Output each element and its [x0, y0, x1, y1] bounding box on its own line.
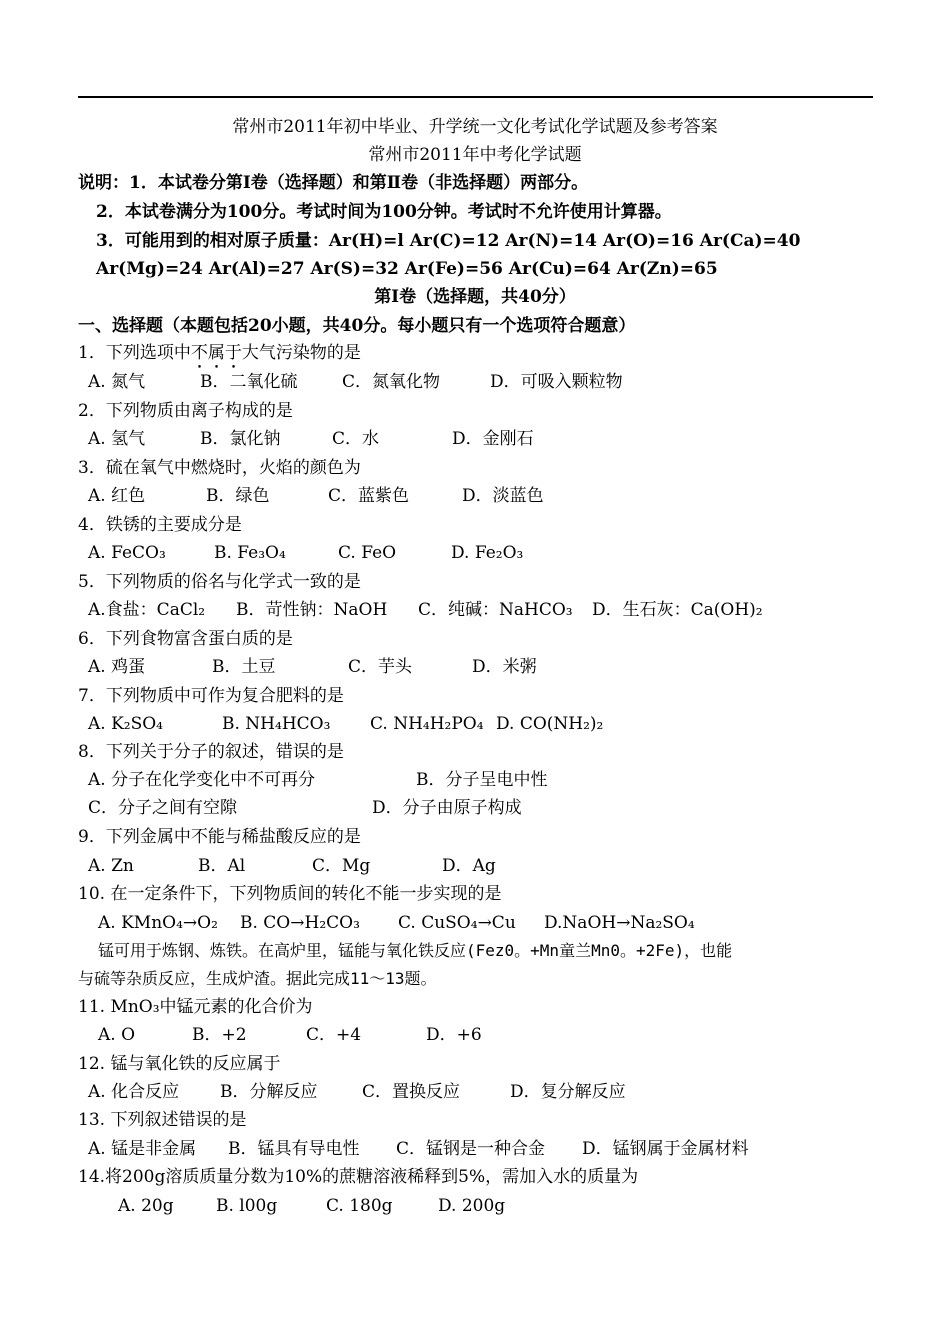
option-d: D．分子由原子构成 [372, 798, 522, 818]
question-stem: 12. 锰与氧化铁的反应属于 [78, 1054, 281, 1074]
option-a: A. K₂SO₄ [88, 714, 163, 734]
option-d: D．可吸入颗粒物 [490, 372, 623, 392]
option-b: B. CO→H₂CO₃ [240, 913, 360, 933]
question-stem-text: 大气污染物的是 [241, 343, 361, 363]
option-d: D．锰钢属于金属材料 [582, 1139, 749, 1159]
question-stem: 10. 在一定条件下，下列物质间的转化不能一步实现的是 [78, 884, 502, 904]
top-rule [78, 96, 873, 98]
instructions-item-3: 3．可能用到的相对原子质量：Ar(H)=l Ar(C)=12 Ar(N)=14 Ar(O)=16 Ar(Ca)=40 [96, 231, 801, 251]
option-d: D. Fe₂O₃ [451, 543, 524, 563]
option-b: B．分解反应 [220, 1082, 318, 1102]
option-row [0, 1081, 950, 1103]
option-row [0, 912, 950, 934]
option-b: B. l00g [216, 1196, 278, 1216]
option-b: B. Fe₃O₄ [214, 543, 286, 563]
emphasis-text: 不属于 [190, 343, 242, 363]
option-c: C．水 [332, 429, 380, 449]
option-c: C．分子之间有空隙 [88, 798, 238, 818]
option-b: B．苛性钠：NaOH [236, 600, 388, 620]
option-row [0, 485, 950, 507]
option-c: C．Mg [312, 856, 371, 876]
question-stem [78, 342, 361, 373]
passage-line-2: 与硫等杂质反应，生成炉渣。据此完成11～13题。 [78, 969, 437, 988]
option-c: C. 180g [326, 1196, 393, 1216]
question-stem: 14.将200g溶质质量分数为10%的蔗糖溶液稀释到5%，需加入水的质量为 [78, 1167, 639, 1187]
question-stem: 11. MnO₃中锰元素的化合价为 [78, 997, 313, 1017]
instructions-label: 说明： [78, 173, 129, 193]
option-a: A. 分子在化学变化中不可再分 [88, 770, 316, 790]
instructions-line-1 [78, 172, 588, 194]
question-stem: 2．下列物质由离子构成的是 [78, 401, 293, 421]
option-b: B. NH₄HCO₃ [222, 714, 331, 734]
part1-title: 第Ⅰ卷（选择题，共40分） [374, 287, 576, 307]
option-d: D．复分解反应 [510, 1082, 626, 1102]
option-c: C. CuSO₄→Cu [398, 913, 516, 933]
question-stem: 9．下列金属中不能与稀盐酸反应的是 [78, 827, 361, 847]
question-stem: 13. 下列叙述错误的是 [78, 1110, 247, 1130]
question-stem: 8．下列关于分子的叙述，错误的是 [78, 742, 344, 762]
option-a: A. O [98, 1025, 136, 1045]
option-c: C．芋头 [348, 657, 413, 677]
option-d: D．+6 [426, 1025, 482, 1045]
option-a: A. 化合反应 [88, 1082, 180, 1102]
option-row [0, 769, 950, 791]
question-stem: 6．下列食物富含蛋白质的是 [78, 629, 293, 649]
option-c: C. NH₄H₂PO₄ [370, 714, 484, 734]
option-b: B．+2 [192, 1025, 247, 1045]
option-c: C．蓝紫色 [328, 486, 410, 506]
option-row [0, 713, 950, 735]
option-a: A. 锰是非金属 [88, 1139, 197, 1159]
option-a: A. 鸡蛋 [88, 657, 146, 677]
section1-title: 一、选择题（本题包括20小题，共40分。每小题只有一个选项符合题意） [78, 316, 636, 336]
option-row [0, 599, 950, 621]
option-b: B．锰具有导电性 [228, 1139, 360, 1159]
option-c: C．氮氧化物 [342, 372, 441, 392]
instructions-atomic-masses: Ar(Mg)=24 Ar(Al)=27 Ar(S)=32 Ar(Fe)=56 Ar(Cu)=64 Ar(Zn)=65 [96, 259, 718, 279]
option-d: D．金刚石 [452, 429, 534, 449]
option-row [0, 542, 950, 564]
option-row [0, 1195, 950, 1217]
option-a: A. 20g [118, 1196, 174, 1216]
instructions-item-2: 2．本试卷满分为100分。考试时间为100分钟。考试时不允许使用计算器。 [96, 202, 672, 222]
option-b: B．二氧化硫 [200, 372, 298, 392]
option-c: C. FeO [338, 543, 397, 563]
option-row [0, 1024, 950, 1046]
option-b: B．分子呈电中性 [416, 770, 548, 790]
document-title: 常州市2011年初中毕业、升学统一文化考试化学试题及参考答案 [232, 117, 718, 137]
option-a: A. 氮气 [88, 372, 146, 392]
option-a: A. KMnO₄→O₂ [98, 913, 218, 933]
option-a: A. 氢气 [88, 429, 146, 449]
option-a: A. Zn [88, 856, 134, 876]
option-d: D．米粥 [472, 657, 537, 677]
option-d: D. 200g [438, 1196, 506, 1216]
document-subtitle: 常州市2011年中考化学试题 [368, 145, 582, 165]
option-a: A. 红色 [88, 486, 146, 506]
option-row [0, 656, 950, 678]
question-stem-text: 1．下列选项中 [78, 343, 191, 363]
option-c: C．置换反应 [362, 1082, 461, 1102]
option-row [0, 797, 950, 819]
option-c: C．锰钢是一种合金 [396, 1139, 546, 1159]
question-stem: 5．下列物质的俗名与化学式一致的是 [78, 572, 361, 592]
option-c: C．纯碱：NaHCO₃ [418, 600, 573, 620]
question-stem: 3．硫在氧气中燃烧时，火焰的颜色为 [78, 458, 361, 478]
option-d: D．Ag [442, 856, 496, 876]
passage-line-1: 锰可用于炼钢、炼铁。在高炉里，锰能与氧化铁反应(Fez0。+Mn童兰Mn0。+2Fe)，也能 [98, 941, 733, 960]
instructions-item-1: 1．本试卷分第Ⅰ卷（选择题）和第Ⅱ卷（非选择题）两部分。 [129, 173, 589, 193]
option-b: B．氯化钠 [200, 429, 281, 449]
option-row [0, 1138, 950, 1160]
option-a: A. FeCO₃ [88, 543, 166, 563]
option-d: D．淡蓝色 [462, 486, 544, 506]
option-b: B．土豆 [212, 657, 276, 677]
option-d: D.NaOH→Na₂SO₄ [544, 913, 695, 933]
option-row [0, 371, 950, 393]
option-d: D. CO(NH₂)₂ [496, 714, 604, 734]
option-b: B．绿色 [206, 486, 270, 506]
option-c: C．+4 [306, 1025, 362, 1045]
option-b: B．Al [198, 856, 246, 876]
question-stem: 4．铁锈的主要成分是 [78, 515, 242, 535]
option-a: A.食盐：CaCl₂ [88, 600, 206, 620]
question-stem: 7．下列物质中可作为复合肥料的是 [78, 686, 344, 706]
option-row [0, 855, 950, 877]
option-row [0, 428, 950, 450]
option-d: D．生石灰：Ca(OH)₂ [592, 600, 763, 620]
